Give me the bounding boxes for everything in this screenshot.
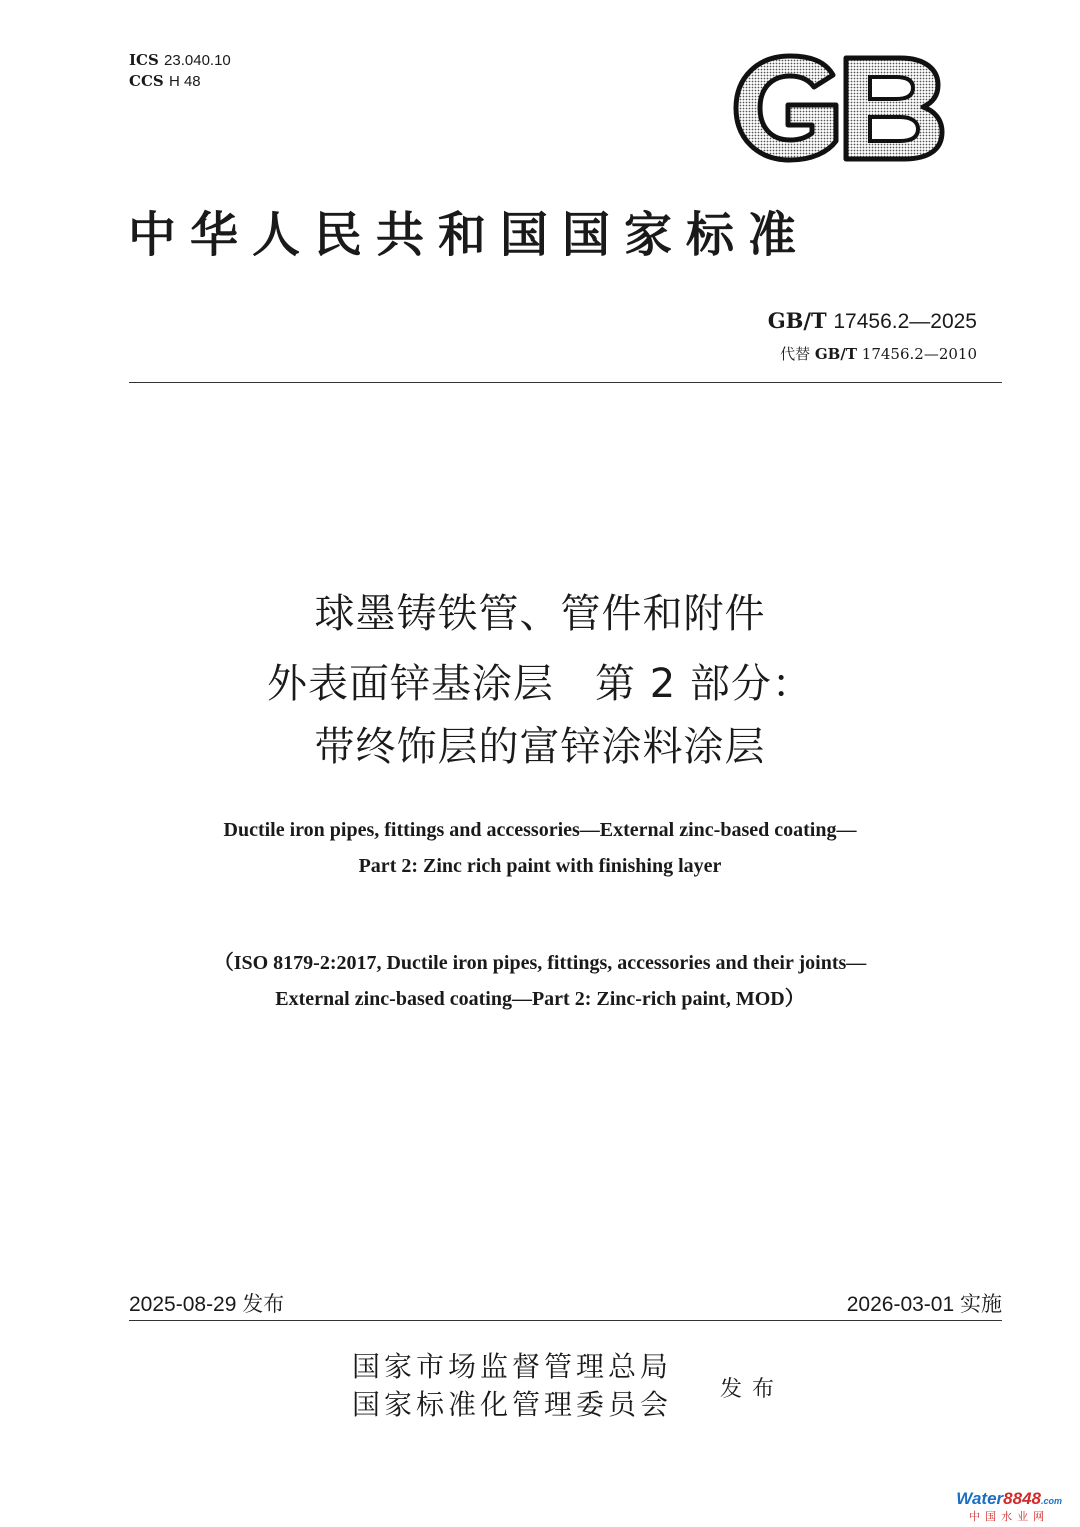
replaces-prefix: GB/T (814, 345, 858, 363)
replaces-label: 代替 (780, 345, 811, 363)
title-cn-line2: 外表面锌基涂层 第 2 部分： (267, 661, 813, 707)
watermark-part1: Water (956, 1489, 1004, 1508)
standard-number-value: 17456.2—2025 (833, 310, 977, 333)
publish-label: 发布 (242, 1292, 285, 1316)
watermark-part2: 8848 (1003, 1489, 1041, 1508)
ics-label: ICS (129, 51, 159, 69)
standard-number (768, 308, 977, 334)
title-cn-line3: 带终饰层的富锌涂料涂层 (314, 724, 766, 770)
title-cn-line1: 球墨铸铁管、管件和附件 (314, 591, 766, 637)
watermark-logo (956, 1490, 1062, 1510)
implement-date (847, 1288, 1002, 1318)
replaces-standard (780, 343, 977, 364)
issuer-line1: 国家市场监督管理总局 (352, 1350, 673, 1383)
replaces-number: 17456.2—2010 (861, 345, 977, 363)
watermark-suffix: .com (1040, 1496, 1062, 1506)
implement-label: 实施 (960, 1292, 1002, 1316)
publish-date (129, 1288, 284, 1318)
header-divider (129, 382, 1002, 383)
ccs-value: H 48 (168, 73, 201, 90)
standard-prefix: GB/T (767, 308, 827, 333)
publish-date-value: 2025-08-29 (129, 1293, 237, 1316)
footer-divider (129, 1320, 1002, 1321)
title-en-line1: Ductile iron pipes, fittings and accessories—External zinc-based coating— (223, 819, 857, 841)
ccs-code (129, 71, 231, 92)
classification-codes (129, 50, 231, 92)
implement-date-value: 2026-03-01 (846, 1293, 955, 1316)
ics-code (129, 50, 231, 71)
title-en-line2: Part 2: Zinc rich paint with finishing layer (358, 855, 722, 877)
watermark (956, 1490, 1062, 1524)
issuer-line2: 国家标准化管理委员会 (352, 1388, 673, 1421)
gb-logo (730, 53, 946, 163)
ics-value: 23.040.10 (164, 52, 231, 69)
issue-word: 发布 (720, 1377, 785, 1402)
watermark-sub: 中国水业网 (969, 1511, 1050, 1523)
ccs-label: CCS (129, 72, 164, 90)
national-standard-title: 中华人民共和国国家标准 (128, 207, 811, 263)
iso-reference-line1: （ISO 8179-2:2017, Ductile iron pipes, fittings, accessories and their joints— (213, 952, 867, 974)
iso-reference-line2: External zinc-based coating—Part 2: Zinc-rich paint, MOD） (275, 988, 805, 1010)
